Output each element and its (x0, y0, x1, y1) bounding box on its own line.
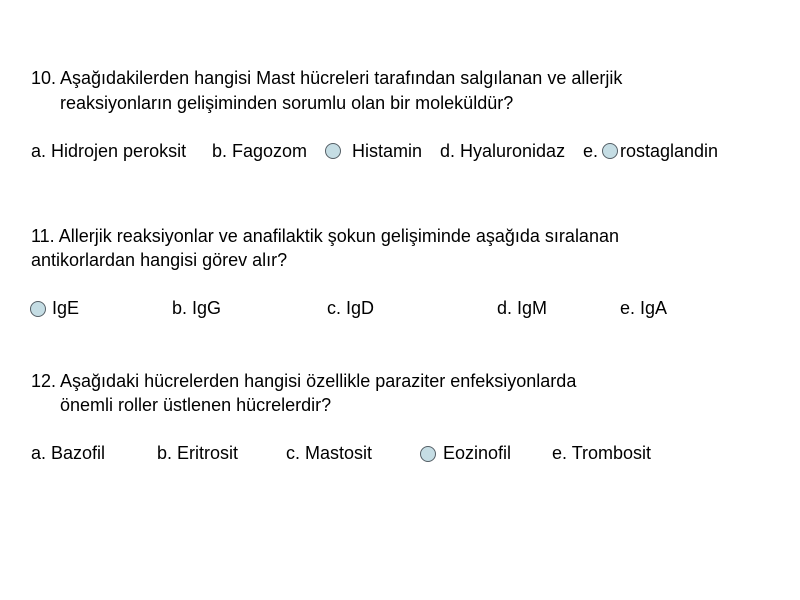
question-12-line-2: önemli roller üstlenen hücrelerdir? (60, 395, 332, 415)
q10-option-c: Histamin (352, 141, 423, 161)
q11-option-d: d. IgM (497, 298, 548, 318)
q10-option-e: rostaglandin (620, 141, 719, 161)
q12-option-e: e. Trombosit (552, 443, 652, 463)
q11-option-b: b. IgG (172, 298, 222, 318)
q10-option-a: a. Hidrojen peroksit (31, 141, 187, 161)
q11-option-e: e. IgA (620, 298, 668, 318)
answer-mark-q10-e (602, 143, 618, 159)
answer-mark-q11-a (30, 301, 46, 317)
q12-option-b: b. Eritrosit (157, 443, 239, 463)
answer-mark-q12-d (420, 446, 436, 462)
question-11-line-1: 11. Allerjik reaksiyonlar ve anafilaktik şokun gelişiminde aşağıda sıralanan (31, 226, 619, 246)
answer-mark-q10-c (325, 143, 341, 159)
q12-option-c: c. Mastosit (286, 443, 373, 463)
q11-option-a: IgE (52, 298, 80, 318)
q12-option-a: a. Bazofil (31, 443, 106, 463)
q10-option-e-prefix: e. (583, 141, 599, 161)
question-10-line-2: reaksiyonların gelişiminden sorumlu olan bir moleküldür? (60, 93, 514, 113)
q11-option-c: c. IgD (327, 298, 375, 318)
question-11-line-2: antikorlardan hangisi görev alır? (31, 250, 288, 270)
question-10-line-1: 10. Aşağıdakilerden hangisi Mast hücreleri tarafından salgılanan ve allerjik (31, 68, 623, 88)
q12-option-d: Eozinofil (443, 443, 512, 463)
question-12-line-1: 12. Aşağıdaki hücrelerden hangisi özellikle paraziter enfeksiyonlarda (31, 371, 577, 391)
q10-option-d: d. Hyaluronidaz (440, 141, 566, 161)
q10-option-b: b. Fagozom (212, 141, 308, 161)
